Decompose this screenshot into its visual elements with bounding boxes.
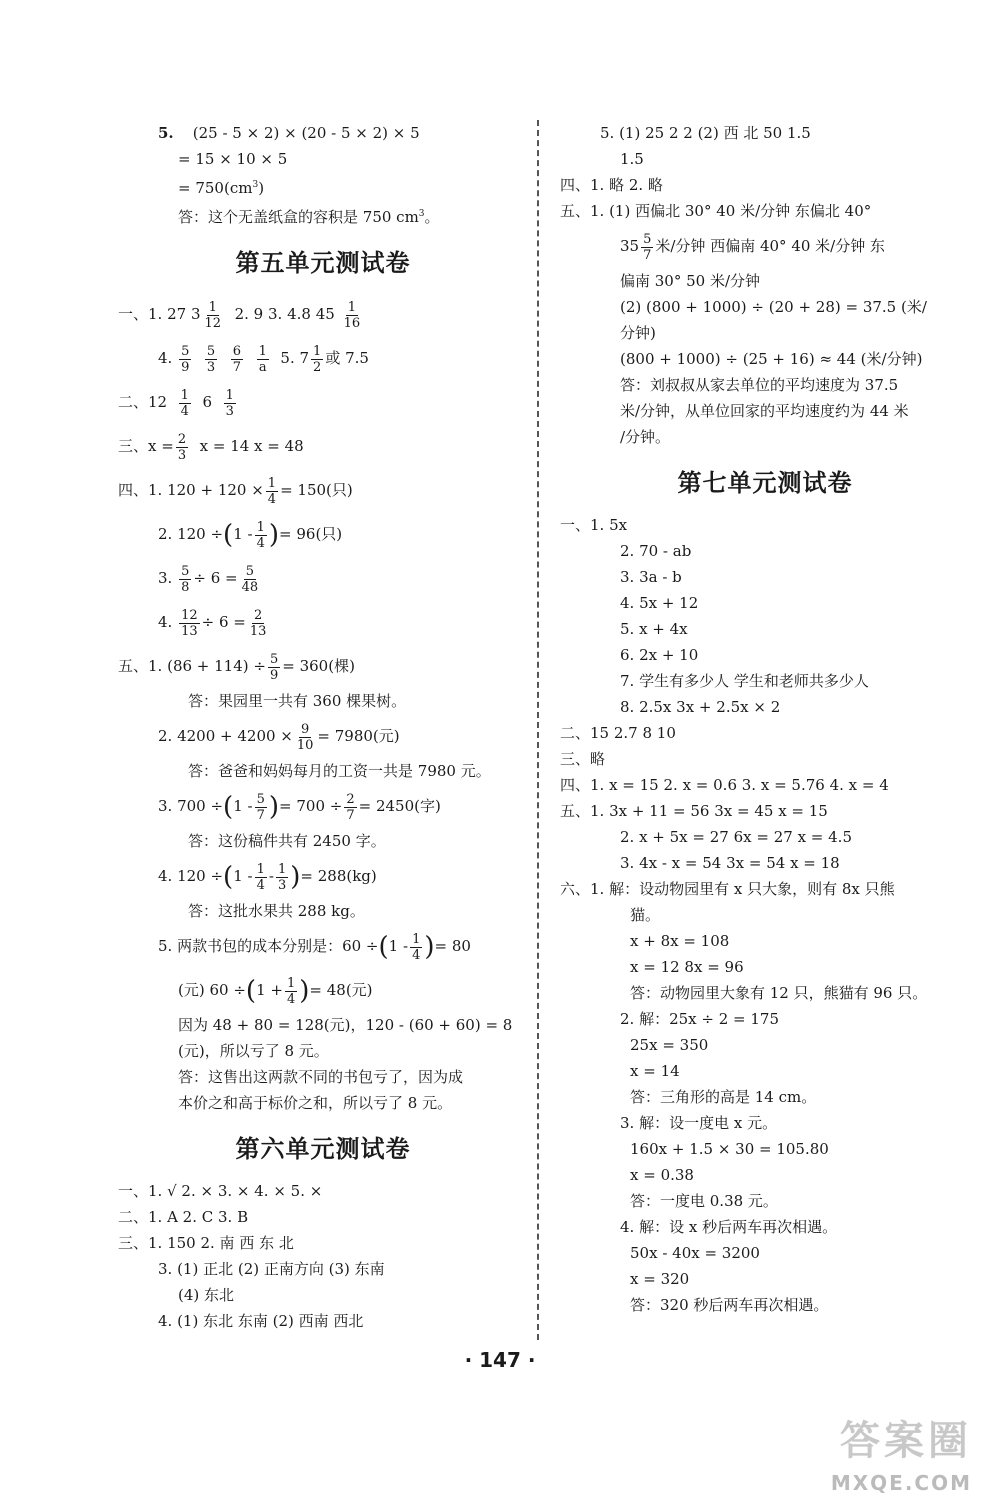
- unit7-s6-q4-line2: 50x - 40x = 3200: [630, 1244, 760, 1262]
- fraction: $\frac{1}{a}$: [258, 343, 267, 375]
- unit7-s4: 四、1. x = 15 2. x = 0.6 3. x = 5.76 4. x = 4: [560, 776, 889, 794]
- unit7-s1-q3: 3. 3a - b: [620, 568, 682, 586]
- q5-answer: 答：这个无盖纸盒的容积是 750 $cm^3$。: [178, 208, 440, 226]
- left-column: [118, 120, 528, 1334]
- unit5-s2: 二、12 $\frac{1}{4}$ 6 $\frac{1}{3}$: [118, 387, 234, 419]
- q5-step1: = 15 × 10 × 5: [178, 150, 288, 168]
- fraction: $\frac{5}{48}$: [241, 563, 259, 595]
- unit7-title: 第七单元测试卷: [677, 469, 853, 497]
- unit5-s5-q2-answer: 答：爸爸和妈妈每月的工资一共是 7980 元。: [188, 762, 491, 780]
- unit7-s1-q2: 2. 70 - ab: [620, 542, 692, 560]
- unit5-s5-q2: 2. 4200 + 4200 × $\frac{9}{10}$ = 7980(元): [158, 721, 400, 753]
- watermark-top-text: 答案圈: [840, 1418, 972, 1464]
- unit7-s6-q4: 4. 解：设 x 秒后两车再次相遇。: [620, 1218, 838, 1236]
- fraction: $\frac{5}{9}$: [269, 651, 279, 683]
- unit5-s5-q5-line2: (元) 60 ÷(1 + $\frac{1}{4}$ )= 48(元): [178, 975, 373, 1007]
- unit7-s6-q3-answer: 答：一度电 0.38 元。: [630, 1192, 778, 1210]
- q5-step2: = $750(cm^3)$: [178, 179, 265, 197]
- unit5-s4-q4: 4. $\frac{12}{13}$ ÷ 6 = $\frac{2}{13}$: [158, 607, 267, 639]
- unit6-s3-q4: 4. (1) 东北 东南 (2) 西南 西北: [158, 1312, 364, 1330]
- fraction: $\frac{5}{7}$: [643, 231, 652, 263]
- unit6-s3-q5-cont: 1.5: [620, 150, 644, 168]
- unit6-s5-q2: (2) (800 + 1000) ÷ (20 + 28) = 37.5 (米/: [620, 298, 927, 316]
- fraction: $\frac{1}{4}$: [286, 975, 296, 1007]
- fraction: $\frac{1}{4}$: [256, 519, 265, 551]
- fraction: $\frac{1}{4}$: [412, 931, 421, 963]
- unit5-s5-q5: 5. 两款书包的成本分别是：60 ÷(1 - $\frac{1}{4}$ )= 80: [158, 931, 471, 963]
- unit7-s3: 三、略: [560, 750, 606, 768]
- watermark-logo: [812, 1409, 972, 1495]
- unit5-s1-line1: 一、1. 27 3 $\frac{1}{12}$ 2. 9 3. 4.8 45 $\frac{1}{16}$: [118, 299, 361, 331]
- unit7-s2: 二、15 2.7 8 10: [560, 724, 676, 742]
- unit7-s6-q4-line3: x = 320: [630, 1270, 690, 1288]
- unit7-s5-q1: 五、1. 3x + 11 = 56 3x = 45 x = 15: [560, 802, 828, 820]
- fraction: $\frac{1}{16}$: [343, 299, 361, 331]
- unit5-s4-q2: 2. 120 ÷(1 - $\frac{1}{4}$ )= 96(只): [158, 519, 343, 551]
- unit7-s1-q8: 8. 2.5x 3x + 2.5x × 2: [620, 698, 781, 716]
- unit7-s1-q6: 6. 2x + 10: [620, 646, 699, 664]
- column-divider: [537, 120, 539, 1340]
- unit7-s6-q1-answer: 答：动物园里大象有 12 只，熊猫有 96 只。: [630, 984, 928, 1002]
- unit7-s6-q2: 2. 解：25x ÷ 2 = 175: [620, 1010, 780, 1028]
- unit7-s5-q3: 3. 4x - x = 54 3x = 54 x = 18: [620, 854, 840, 872]
- fraction: $\frac{1}{3}$: [225, 387, 234, 419]
- unit7-s6-q1: 六、1. 解：设动物园里有 x 只大象，则有 8x 只熊: [560, 880, 895, 898]
- unit6-s4: 四、1. 略 2. 略: [560, 176, 663, 194]
- unit6-s5-answer-1: 答：刘叔叔从家去单位的平均速度为 37.5: [620, 376, 899, 394]
- unit6-s5-answer-2: 米/分钟，从单位回家的平均速度约为 44 米: [620, 402, 909, 420]
- unit6-s5-q2-line2: (800 + 1000) ÷ (25 + 16) ≈ 44 (米/分钟): [620, 350, 923, 368]
- unit5-s5-q5-line3: 因为 48 + 80 = 128(元)，120 - (60 + 60) = 8: [178, 1016, 513, 1034]
- unit6-s5-q2-cont: 分钟): [620, 324, 656, 342]
- unit7-s6-q1-line2: 猫。: [630, 906, 661, 924]
- unit7-s6-q1-line4: x = 12 8x = 96: [630, 958, 744, 976]
- unit6-s5-q1-line2: 35 $\frac{5}{7}$ 米/分钟 西偏南 40° 40 米/分钟 东: [620, 231, 885, 263]
- unit6-s5-answer-3: /分钟。: [620, 428, 671, 446]
- unit6-s5-q1-line3: 偏南 30° 50 米/分钟: [620, 272, 761, 290]
- unit5-s4-q3: 3. $\frac{5}{8}$ ÷ 6 = $\frac{5}{48}$: [158, 563, 259, 595]
- unit5-s5-q1-answer: 答：果园里一共有 360 棵果树。: [188, 692, 407, 710]
- fraction: $\frac{5}{8}$: [181, 563, 190, 595]
- unit7-s6-q2-line3: x = 14: [630, 1062, 680, 1080]
- fraction: $\frac{6}{7}$: [232, 343, 242, 375]
- unit6-s3: 三、1. 150 2. 南 西 东 北: [118, 1234, 294, 1252]
- watermark-bottom-text: MXQE.COM: [830, 1471, 972, 1495]
- unit5-s4-q1: 四、1. 120 + 120 × $\frac{1}{4}$ = 150(只): [118, 475, 353, 507]
- q5-expression: 5. (25 - 5 × 2) × (20 - 5 × 2) × 5: [158, 124, 420, 142]
- unit7-s6-q3-line2: 160x + 1.5 × 30 = 105.80: [630, 1140, 829, 1158]
- unit5-s5-q5-line5: 答：这售出这两款不同的书包亏了，因为成: [178, 1068, 464, 1086]
- unit5-s1-line2: 4. $\frac{5}{9}$ $\frac{5}{3}$ $\frac{6}{7}$ $\frac{1}{a}$ 5. 7 $\frac{1}{2}$ 或 7.5: [158, 343, 369, 375]
- fraction: $\frac{1}{2}$: [313, 343, 322, 375]
- fraction: $\frac{1}{12}$: [204, 299, 222, 331]
- fraction: $\frac{9}{10}$: [296, 721, 314, 753]
- unit5-s5-q1: 五、1. (86 + 114) ÷ $\frac{5}{9}$ = 360(棵): [118, 651, 355, 683]
- unit5-s5-q3: 3. 700 ÷(1 - $\frac{5}{7}$ )= 700 ÷ $\frac{2}{7}$ = 2450(字): [158, 791, 441, 823]
- unit7-s6-q4-answer: 答：320 秒后两车再次相遇。: [630, 1296, 829, 1314]
- fraction: $\frac{2}{3}$: [177, 431, 187, 463]
- unit7-s5-q2: 2. x + 5x = 27 6x = 27 x = 4.5: [620, 828, 852, 846]
- unit7-s6-q3: 3. 解：设一度电 x 元。: [620, 1114, 778, 1132]
- fraction: $\frac{2}{7}$: [346, 791, 355, 823]
- unit5-s3: 三、x = $\frac{2}{3}$ x = 14 x = 48: [118, 431, 304, 463]
- unit7-s1-q4: 4. 5x + 12: [620, 594, 699, 612]
- fraction: $\frac{1}{4}$: [256, 861, 265, 893]
- unit7-s6-q3-line3: x = 0.38: [630, 1166, 694, 1184]
- unit6-s3-q5: 5. (1) 25 2 2 (2) 西 北 50 1.5: [600, 124, 811, 142]
- fraction: $\frac{5}{7}$: [256, 791, 265, 823]
- unit5-s5-q3-answer: 答：这份稿件共有 2450 字。: [188, 832, 386, 850]
- fraction: $\frac{1}{3}$: [277, 861, 287, 893]
- unit6-s5-q1: 五、1. (1) 西偏北 30° 40 米/分钟 东偏北 40°: [560, 202, 872, 220]
- unit7-s1-q5: 5. x + 4x: [620, 620, 688, 638]
- unit6-title: 第六单元测试卷: [235, 1135, 411, 1163]
- page-number: · 147 ·: [464, 1348, 536, 1372]
- unit6-s3-q3-4: (4) 东北: [178, 1286, 235, 1304]
- fraction: $\frac{12}{13}$: [181, 607, 198, 639]
- unit5-s5-q4: 4. 120 ÷(1 - $\frac{1}{4}$ - $\frac{1}{3}$ )= 288(kg): [158, 861, 377, 893]
- unit7-s1-q7: 7. 学生有多少人 学生和老师共多少人: [620, 672, 869, 690]
- unit5-s5-q4-answer: 答：这批水果共 288 kg。: [188, 902, 365, 920]
- unit7-s1-q1: 一、1. 5x: [560, 516, 628, 534]
- unit6-s3-q3: 3. (1) 正北 (2) 正南方向 (3) 东南: [158, 1260, 385, 1278]
- right-column: [560, 120, 970, 1318]
- unit7-s6-q2-line2: 25x = 350: [630, 1036, 709, 1054]
- fraction: $\frac{2}{13}$: [249, 607, 267, 639]
- unit6-s1: 一、1. √ 2. × 3. × 4. × 5. ×: [118, 1182, 323, 1200]
- unit7-s6-q1-line3: x + 8x = 108: [630, 932, 730, 950]
- unit6-s2: 二、1. A 2. C 3. B: [118, 1208, 249, 1226]
- fraction: $\frac{1}{4}$: [180, 387, 189, 419]
- fraction: $\frac{1}{4}$: [267, 475, 277, 507]
- fraction: $\frac{5}{3}$: [206, 343, 216, 375]
- fraction: $\frac{5}{9}$: [181, 343, 190, 375]
- unit5-s5-q5-line6: 本价之和高于标价之和，所以亏了 8 元。: [178, 1094, 453, 1112]
- unit5-s5-q5-line4: (元)，所以亏了 8 元。: [178, 1042, 329, 1060]
- unit7-s6-q2-answer: 答：三角形的高是 14 cm。: [630, 1088, 817, 1106]
- unit5-title: 第五单元测试卷: [235, 249, 411, 277]
